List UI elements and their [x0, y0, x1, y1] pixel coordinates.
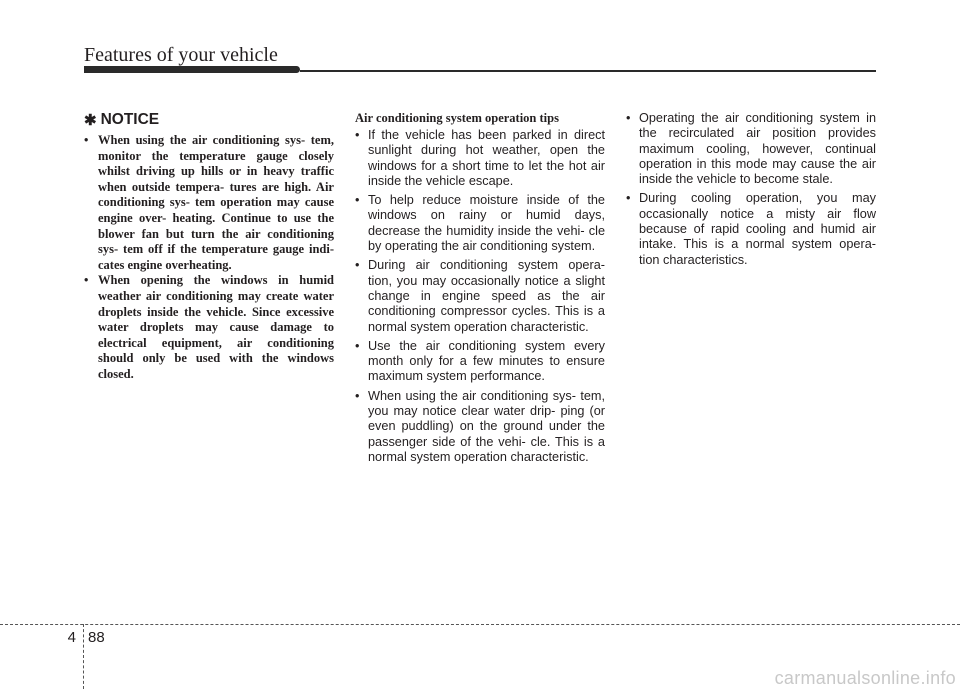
tip-item: • Use the air conditioning system every month only for a few minutes to ensure maximum system performance. — [355, 338, 605, 384]
tips-heading: Air conditioning system operation tips — [355, 111, 559, 125]
footer-divider — [0, 624, 960, 625]
notice-heading — [84, 111, 334, 129]
tips-list-continued — [626, 111, 876, 268]
tips-column — [355, 111, 605, 469]
page-number: 88 — [88, 629, 105, 646]
page-header-title: Features of your vehicle — [84, 44, 278, 66]
notice-item: • When opening the windows in humid weather air conditioning may create water droplets inside the vehicle. Since excessive water droplets may cause damage to electrical equipment, air conditioning should only be used with the windows closed. — [84, 273, 334, 381]
header-bar — [84, 66, 300, 73]
header-rule — [300, 70, 876, 72]
notice-column — [84, 111, 334, 383]
notice-item: • When using the air conditioning sys- tem, monitor the temperature gauge closely whilst driving up hills or in heavy traffic when outside tempera- tures are high. Air conditioning sys- tem operation may cause engine over- heating. Continue to use the blower fan but turn the air conditioning sys- tem off if the temperature gauge indi- cates engine overheating. — [84, 133, 334, 272]
tip-item: • Operating the air conditioning system in the recirculated air position provides maximum cooling, however, continual operation in this mode may cause the air inside the vehicle to become stale. — [626, 111, 876, 187]
tips-list — [355, 128, 605, 465]
tip-item: • During air conditioning system opera- tion, you may occasionally notice a slight change in engine speed as the air conditioning compressor cycles. This is a normal system operation characteristic. — [355, 258, 605, 334]
notice-list — [84, 133, 334, 383]
asterisk-icon: ✱ — [84, 112, 97, 129]
notice-title: NOTICE — [100, 111, 160, 128]
footer-vertical-divider — [83, 624, 84, 689]
tips-column-continued — [626, 111, 876, 272]
tip-item: • During cooling operation, you may occasionally notice a misty air flow because of rapid cooling and humid air intake. This is a normal system opera- tion characteristics. — [626, 191, 876, 267]
tip-item: • To help reduce moisture inside of the windows on rainy or humid days, decrease the humidity inside the vehi- cle by operating the air conditioning system. — [355, 193, 605, 254]
tip-item: • If the vehicle has been parked in direct sunlight during hot weather, open the windows for a short time to let the hot air inside the vehicle escape. — [355, 128, 605, 188]
section-number: 4 — [67, 629, 76, 646]
tip-item: • When using the air conditioning sys- tem, you may notice clear water drip- ping (or even puddling) on the ground under the passenger side of the vehi- cle. This is a normal system operation characteristic. — [355, 388, 605, 464]
watermark: carmanualsonline.info — [774, 668, 956, 688]
